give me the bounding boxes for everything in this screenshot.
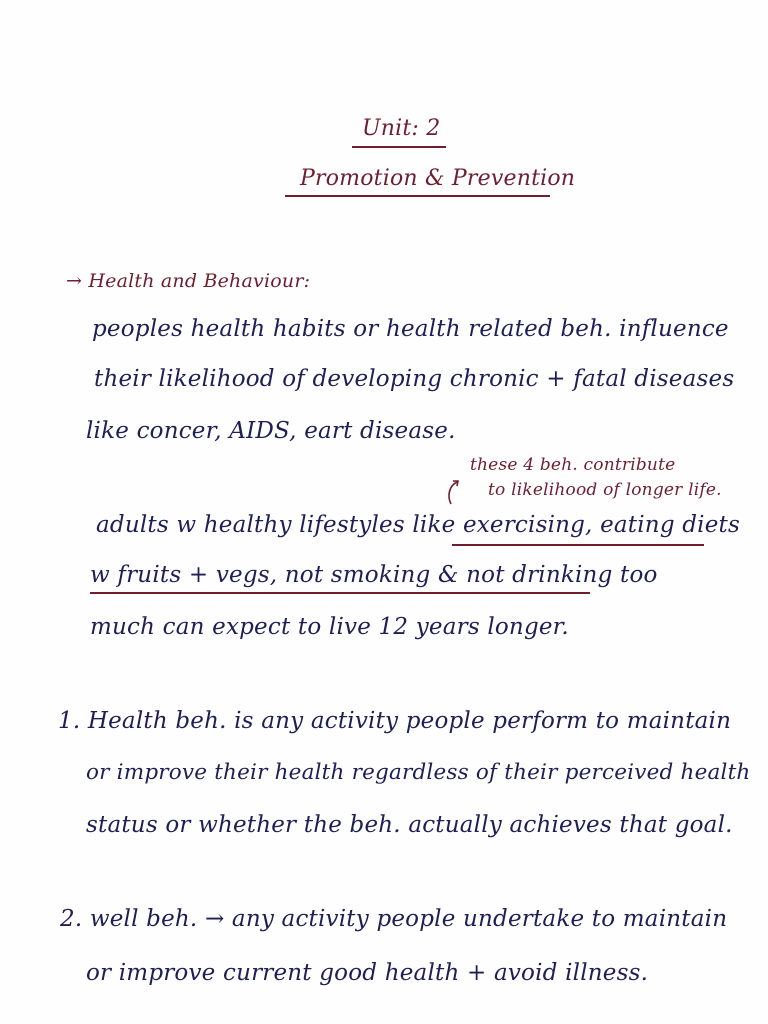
section-title: → Health and Behaviour: — [66, 270, 311, 292]
paragraph1-line: their likelihood of developing chronic + fatal diseases — [94, 366, 735, 392]
topic-heading: Promotion & Prevention — [300, 166, 576, 191]
point1-line: status or whether the beh. actually achieves that goal. — [86, 812, 733, 838]
paragraph2-line: w fruits + vegs, not smoking & not drinking too — [90, 562, 658, 588]
side-note-line: these 4 beh. contribute — [470, 455, 676, 475]
side-note-line: to likelihood of longer life. — [488, 480, 722, 500]
paragraph1-line: peoples health habits or health related beh. influence — [92, 316, 729, 342]
paragraph2-line: much can expect to live 12 years longer. — [90, 614, 569, 640]
point1-line: 1. Health beh. is any activity people perform to maintain — [58, 708, 732, 734]
point2-line: or improve current good health + avoid illness. — [86, 960, 649, 986]
point1-line: or improve their health regardless of their perceived health — [86, 760, 751, 785]
point2-line: 2. well beh. → any activity people undertake to maintain — [60, 906, 728, 932]
topic-heading-underline — [285, 195, 550, 197]
paragraph2-line: adults w healthy lifestyles like exercising, eating diets — [96, 512, 740, 538]
unit-heading-underline — [352, 146, 446, 148]
highlight-underline — [452, 544, 704, 546]
unit-heading: Unit: 2 — [362, 116, 441, 141]
paragraph1-line: like concer, AIDS, eart disease. — [86, 418, 456, 444]
curved-arrow-icon — [445, 478, 463, 506]
highlight-underline — [90, 592, 590, 594]
